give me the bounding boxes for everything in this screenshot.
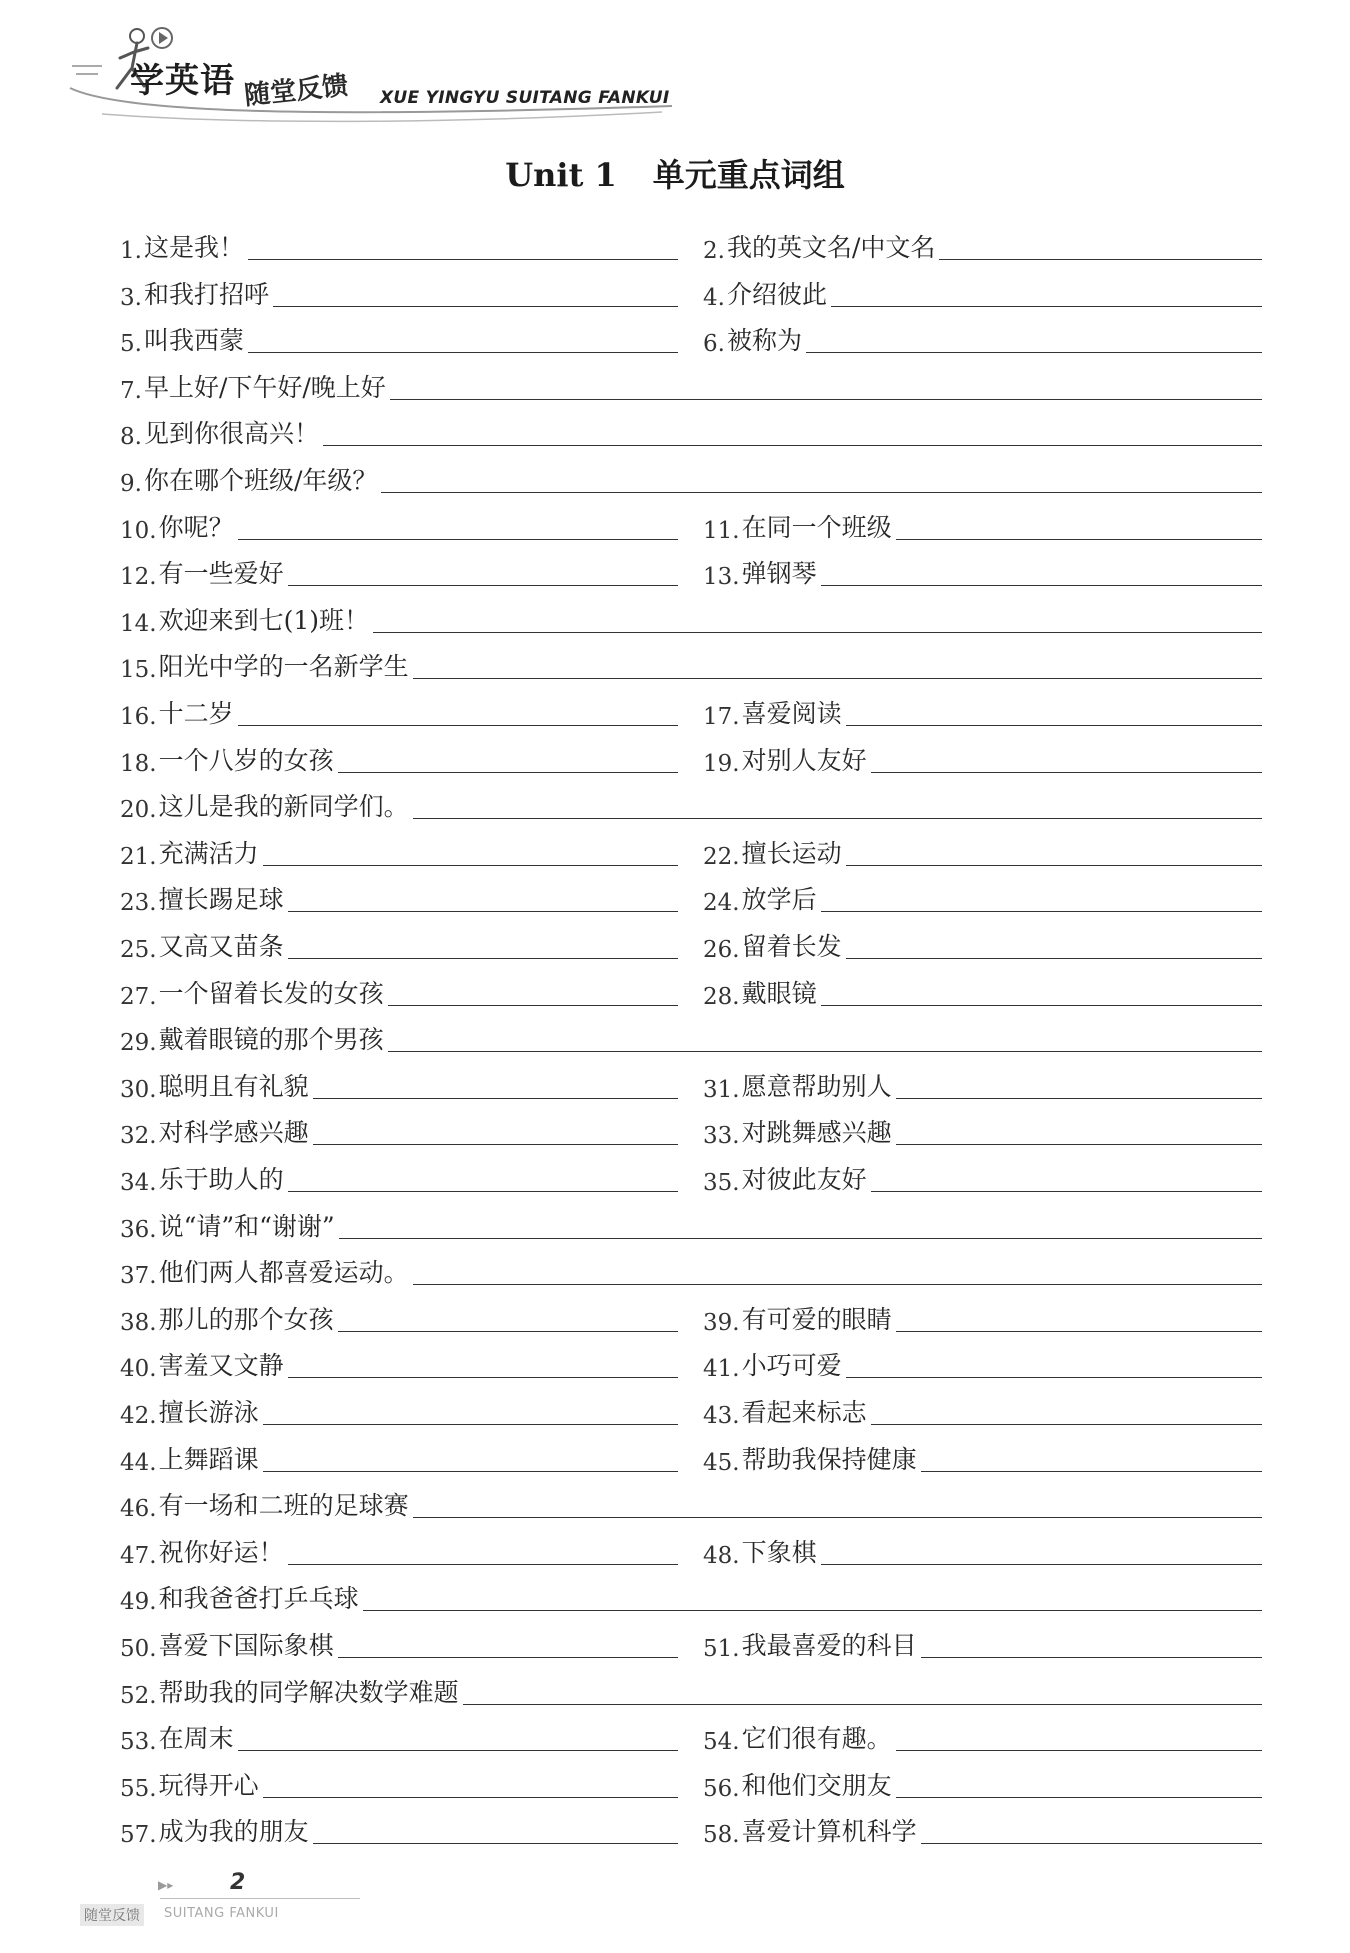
answer-blank[interactable] — [846, 725, 1262, 726]
phrase-item — [703, 1624, 1262, 1662]
answer-blank[interactable] — [821, 1005, 1262, 1006]
unit-label: Unit 1 — [505, 156, 617, 194]
phrase-text: 聪明且有礼貌 — [158, 1071, 309, 1101]
answer-blank[interactable] — [339, 1238, 1262, 1239]
phrase-text: 那儿的那个女孩 — [158, 1304, 334, 1334]
answer-blank[interactable] — [413, 1284, 1262, 1285]
phrase-item — [703, 1065, 1262, 1103]
phrase-text: 这儿是我的新同学们。 — [158, 792, 409, 822]
phrase-item — [120, 319, 678, 357]
phrase-number: 8. — [120, 424, 142, 451]
answer-blank[interactable] — [939, 259, 1262, 260]
answer-blank[interactable] — [273, 306, 678, 307]
answer-blank[interactable] — [313, 1843, 678, 1844]
phrase-text: 小巧可爱 — [741, 1351, 842, 1381]
phrase-text: 介绍彼此 — [726, 279, 827, 309]
page-footer — [80, 1870, 300, 1930]
phrase-number: 40. — [120, 1356, 157, 1383]
phrase-number: 51. — [703, 1636, 740, 1662]
answer-blank[interactable] — [238, 725, 678, 726]
answer-blank[interactable] — [896, 1797, 1262, 1798]
answer-blank[interactable] — [806, 352, 1262, 353]
phrase-text: 戴着眼镜的那个男孩 — [158, 1025, 384, 1055]
phrase-text: 看起来标志 — [741, 1398, 867, 1427]
answer-blank[interactable] — [313, 1098, 678, 1099]
answer-blank[interactable] — [390, 399, 1262, 400]
answer-blank[interactable] — [413, 678, 1262, 679]
answer-blank[interactable] — [288, 1377, 678, 1378]
phrase-number: 27. — [120, 983, 157, 1010]
phrase-number: 21. — [120, 843, 157, 870]
phrase-text: 擅长运动 — [741, 838, 842, 868]
phrase-item — [120, 1438, 678, 1476]
answer-blank[interactable] — [288, 1564, 678, 1565]
phrase-text: 十二岁 — [158, 699, 234, 728]
answer-blank[interactable] — [363, 1610, 1262, 1611]
phrase-number: 39. — [703, 1309, 740, 1336]
answer-blank[interactable] — [288, 911, 678, 912]
phrase-number: 17. — [703, 704, 740, 730]
phrase-item — [703, 226, 1262, 264]
phrase-item — [703, 1438, 1262, 1476]
phrase-item — [120, 1065, 678, 1103]
phrase-text: 你在哪个班级/年级？ — [143, 466, 378, 495]
phrase-text: 成为我的朋友 — [158, 1817, 309, 1847]
answer-blank[interactable] — [896, 539, 1262, 540]
answer-blank[interactable] — [413, 1517, 1262, 1518]
phrase-number: 57. — [120, 1822, 157, 1849]
phrase-item — [120, 972, 678, 1010]
answer-blank[interactable] — [288, 585, 678, 586]
phrase-text: 充满活力 — [158, 838, 259, 868]
phrase-item — [703, 1391, 1262, 1429]
phrase-text: 乐于助人的 — [158, 1165, 284, 1194]
phrase-item — [120, 1391, 678, 1429]
phrase-number: 26. — [703, 937, 740, 963]
phrase-text: 我的英文名/中文名 — [726, 233, 936, 262]
phrase-text: 有一场和二班的足球赛 — [158, 1491, 409, 1521]
phrase-item — [120, 1624, 678, 1662]
phrase-item — [703, 1111, 1262, 1149]
phrase-item — [703, 1344, 1262, 1382]
phrase-item — [120, 412, 1262, 450]
phrase-number: 47. — [120, 1542, 157, 1569]
phrase-item — [120, 1158, 678, 1196]
answer-blank[interactable] — [896, 1331, 1262, 1332]
phrase-number: 6. — [703, 331, 725, 358]
phrase-text: 在同一个班级 — [741, 512, 892, 542]
phrase-text: 见到你很高兴！ — [143, 419, 319, 449]
phrase-text: 我最喜爱的科目 — [741, 1631, 917, 1660]
phrase-number: 15. — [120, 657, 157, 684]
phrase-item — [120, 552, 678, 590]
answer-blank[interactable] — [896, 1144, 1262, 1145]
phrase-text: 说“请”和“谢谢” — [158, 1211, 335, 1241]
phrase-text: 有一些爱好 — [158, 559, 284, 589]
phrase-number: 28. — [703, 983, 740, 1010]
phrase-number: 48. — [703, 1542, 740, 1569]
phrase-text: 叫我西蒙 — [143, 326, 244, 356]
phrase-number: 29. — [120, 1030, 157, 1057]
header-subtitle: 随堂反馈 — [242, 70, 350, 112]
answer-blank[interactable] — [821, 911, 1262, 912]
phrase-text: 对彼此友好 — [741, 1165, 867, 1194]
phrase-text: 对跳舞感兴趣 — [741, 1118, 892, 1148]
phrase-text: 和我爸爸打乒乓球 — [158, 1584, 359, 1614]
phrase-text: 擅长踢足球 — [158, 885, 284, 915]
answer-blank[interactable] — [871, 1424, 1262, 1425]
phrase-item — [703, 1764, 1262, 1802]
phrase-text: 喜爱下国际象棋 — [158, 1631, 334, 1660]
phrase-text: 帮助我的同学解决数学难题 — [158, 1677, 459, 1707]
phrase-text: 愿意帮助别人 — [741, 1071, 892, 1101]
phrase-item — [120, 645, 1262, 683]
answer-blank[interactable] — [338, 1331, 678, 1332]
answer-blank[interactable] — [263, 1471, 678, 1472]
phrase-number: 10. — [120, 517, 157, 544]
phrase-number: 14. — [120, 610, 157, 637]
phrase-text: 帮助我保持健康 — [741, 1444, 917, 1474]
phrase-item — [703, 552, 1262, 590]
phrase-item — [120, 1577, 1262, 1615]
answer-blank[interactable] — [921, 1471, 1262, 1472]
phrase-item — [120, 1810, 678, 1848]
answer-blank[interactable] — [373, 632, 1262, 633]
phrase-item — [120, 785, 1262, 823]
phrase-item — [120, 832, 678, 870]
phrase-number: 54. — [703, 1729, 740, 1756]
answer-blank[interactable] — [263, 1797, 678, 1798]
phrase-item — [703, 925, 1262, 963]
phrase-item — [120, 925, 678, 963]
phrase-text: 阳光中学的一名新学生 — [158, 652, 409, 682]
answer-blank[interactable] — [896, 1098, 1262, 1099]
answer-blank[interactable] — [263, 865, 678, 866]
phrase-text: 又高又苗条 — [158, 932, 284, 961]
footer-divider — [160, 1898, 360, 1899]
answer-blank[interactable] — [821, 1564, 1262, 1565]
answer-blank[interactable] — [323, 445, 1262, 446]
phrase-number: 33. — [703, 1123, 740, 1150]
phrase-item — [120, 878, 678, 916]
phrase-item — [703, 972, 1262, 1010]
phrase-item — [703, 739, 1262, 777]
answer-blank[interactable] — [238, 539, 678, 540]
page-number: 2 — [230, 1870, 246, 1895]
phrase-text: 戴眼镜 — [741, 978, 817, 1008]
phrase-item — [120, 506, 678, 544]
answer-blank[interactable] — [846, 958, 1262, 959]
answer-blank[interactable] — [921, 1657, 1262, 1658]
answer-blank[interactable] — [238, 1750, 678, 1751]
phrase-item — [120, 1251, 1262, 1289]
phrase-item — [120, 366, 1262, 404]
phrase-item — [120, 1298, 678, 1336]
answer-blank[interactable] — [846, 865, 1262, 866]
phrase-number: 56. — [703, 1775, 740, 1802]
unit-topic: 单元重点词组 — [652, 156, 845, 194]
phrase-number: 34. — [120, 1170, 157, 1196]
phrase-item — [703, 832, 1262, 870]
phrase-number: 12. — [120, 564, 157, 591]
phrase-text: 喜爱计算机科学 — [741, 1817, 917, 1847]
phrase-number: 43. — [703, 1403, 740, 1429]
phrase-item — [120, 1018, 1262, 1056]
phrase-item — [703, 506, 1262, 544]
answer-blank[interactable] — [388, 1051, 1262, 1052]
answer-blank[interactable] — [248, 352, 678, 353]
phrase-number: 31. — [703, 1076, 740, 1103]
phrase-number: 16. — [120, 704, 157, 730]
phrase-item — [703, 1717, 1262, 1755]
phrase-text: 擅长游泳 — [158, 1398, 259, 1427]
phrase-text: 放学后 — [741, 885, 817, 915]
phrase-number: 13. — [703, 564, 740, 591]
phrase-text: 这是我！ — [143, 233, 244, 262]
phrase-item — [120, 1111, 678, 1149]
phrase-number: 4. — [703, 284, 725, 311]
phrase-number: 50. — [120, 1636, 157, 1662]
phrase-item — [120, 692, 678, 730]
phrase-number: 36. — [120, 1216, 157, 1243]
footer-label-english: SUITANG FANKUI — [164, 1906, 279, 1921]
phrase-item — [120, 459, 1262, 497]
phrase-text: 欢迎来到七(1)班！ — [158, 605, 369, 635]
answer-blank[interactable] — [338, 772, 678, 773]
answer-blank[interactable] — [288, 958, 678, 959]
phrase-number: 20. — [120, 797, 157, 824]
phrase-item — [703, 1810, 1262, 1848]
footer-label: 随堂反馈 — [80, 1904, 144, 1926]
phrase-text: 上舞蹈课 — [158, 1444, 259, 1474]
phrase-text: 有可爱的眼睛 — [741, 1304, 892, 1334]
phrase-number: 32. — [120, 1123, 157, 1150]
phrase-text: 弹钢琴 — [741, 559, 817, 589]
phrase-item — [120, 1484, 1262, 1522]
answer-blank[interactable] — [896, 1750, 1262, 1751]
phrase-item — [703, 1158, 1262, 1196]
phrase-text: 留着长发 — [741, 932, 842, 961]
phrase-item — [703, 1298, 1262, 1336]
phrase-number: 3. — [120, 284, 142, 311]
answer-blank[interactable] — [263, 1424, 678, 1425]
phrase-number: 37. — [120, 1263, 157, 1290]
phrase-text: 害羞又文静 — [158, 1351, 284, 1381]
phrase-number: 46. — [120, 1496, 157, 1523]
answer-blank[interactable] — [821, 585, 1262, 586]
answer-blank[interactable] — [288, 1191, 678, 1192]
phrase-item — [703, 878, 1262, 916]
header-subtitle-english: XUE YINGYU SUITANG FANKUI — [380, 88, 670, 108]
phrase-number: 23. — [120, 890, 157, 917]
phrase-number: 7. — [120, 377, 142, 404]
answer-blank[interactable] — [871, 1191, 1262, 1192]
phrase-item — [120, 1344, 678, 1382]
phrase-item — [120, 273, 678, 311]
phrase-number: 5. — [120, 331, 142, 358]
phrase-number: 35. — [703, 1170, 740, 1196]
phrase-text: 一个留着长发的女孩 — [158, 978, 384, 1008]
header-title: 学英语 — [130, 61, 235, 101]
answer-blank[interactable] — [463, 1704, 1262, 1705]
answer-blank[interactable] — [381, 492, 1262, 493]
phrase-text: 被称为 — [726, 326, 802, 356]
phrase-number: 1. — [120, 238, 142, 264]
phrase-item — [120, 1531, 678, 1569]
phrase-number: 44. — [120, 1449, 157, 1476]
phrase-text: 对科学感兴趣 — [158, 1118, 309, 1148]
phrase-text: 对别人友好 — [741, 745, 867, 775]
phrase-number: 38. — [120, 1309, 157, 1336]
phrase-number: 24. — [703, 890, 740, 917]
answer-blank[interactable] — [831, 306, 1262, 307]
phrase-item — [120, 226, 678, 264]
phrase-number: 53. — [120, 1729, 157, 1756]
phrase-number: 9. — [120, 471, 142, 497]
phrase-item — [120, 739, 678, 777]
phrase-text: 下象棋 — [741, 1537, 817, 1567]
phrase-text: 和他们交朋友 — [741, 1770, 892, 1800]
phrase-number: 58. — [703, 1822, 740, 1849]
answer-blank[interactable] — [338, 1657, 678, 1658]
phrase-number: 11. — [703, 517, 740, 544]
phrase-number: 55. — [120, 1775, 157, 1802]
phrase-item — [120, 1671, 1262, 1709]
phrase-item — [703, 692, 1262, 730]
answer-blank[interactable] — [921, 1843, 1262, 1844]
answer-blank[interactable] — [388, 1005, 678, 1006]
phrase-text: 在周末 — [158, 1724, 234, 1754]
phrase-text: 早上好/下午好/晚上好 — [143, 372, 386, 402]
phrase-number: 49. — [120, 1589, 157, 1616]
phrase-text: 他们两人都喜爱运动。 — [158, 1258, 409, 1288]
answer-blank[interactable] — [846, 1377, 1262, 1378]
answer-blank[interactable] — [248, 259, 678, 260]
phrase-number: 22. — [703, 843, 740, 870]
phrase-text: 它们很有趣。 — [741, 1724, 892, 1754]
phrase-item — [120, 1764, 678, 1802]
phrase-text: 你呢？ — [158, 512, 234, 542]
answer-blank[interactable] — [313, 1144, 678, 1145]
phrase-text: 玩得开心 — [158, 1770, 259, 1800]
phrase-item — [120, 1717, 678, 1755]
phrase-number: 18. — [120, 750, 157, 777]
phrase-item — [120, 599, 1262, 637]
phrase-number: 42. — [120, 1403, 157, 1429]
phrase-text: 祝你好运！ — [158, 1537, 284, 1567]
phrase-number: 19. — [703, 750, 740, 777]
phrase-item — [703, 1531, 1262, 1569]
phrase-number: 2. — [703, 238, 725, 264]
phrase-number: 45. — [703, 1449, 740, 1476]
answer-blank[interactable] — [413, 818, 1262, 819]
phrase-item — [120, 1205, 1262, 1243]
phrase-item — [703, 319, 1262, 357]
answer-blank[interactable] — [871, 772, 1262, 773]
phrase-number: 52. — [120, 1682, 157, 1709]
phrase-item — [703, 273, 1262, 311]
phrase-text: 喜爱阅读 — [741, 699, 842, 728]
phrase-text: 一个八岁的女孩 — [158, 745, 334, 775]
phrase-number: 41. — [703, 1356, 740, 1383]
phrase-text: 和我打招呼 — [143, 279, 269, 309]
double-arrow-icon: ▶▸ — [158, 1878, 174, 1892]
phrase-number: 30. — [120, 1076, 157, 1103]
phrase-number: 25. — [120, 937, 157, 963]
